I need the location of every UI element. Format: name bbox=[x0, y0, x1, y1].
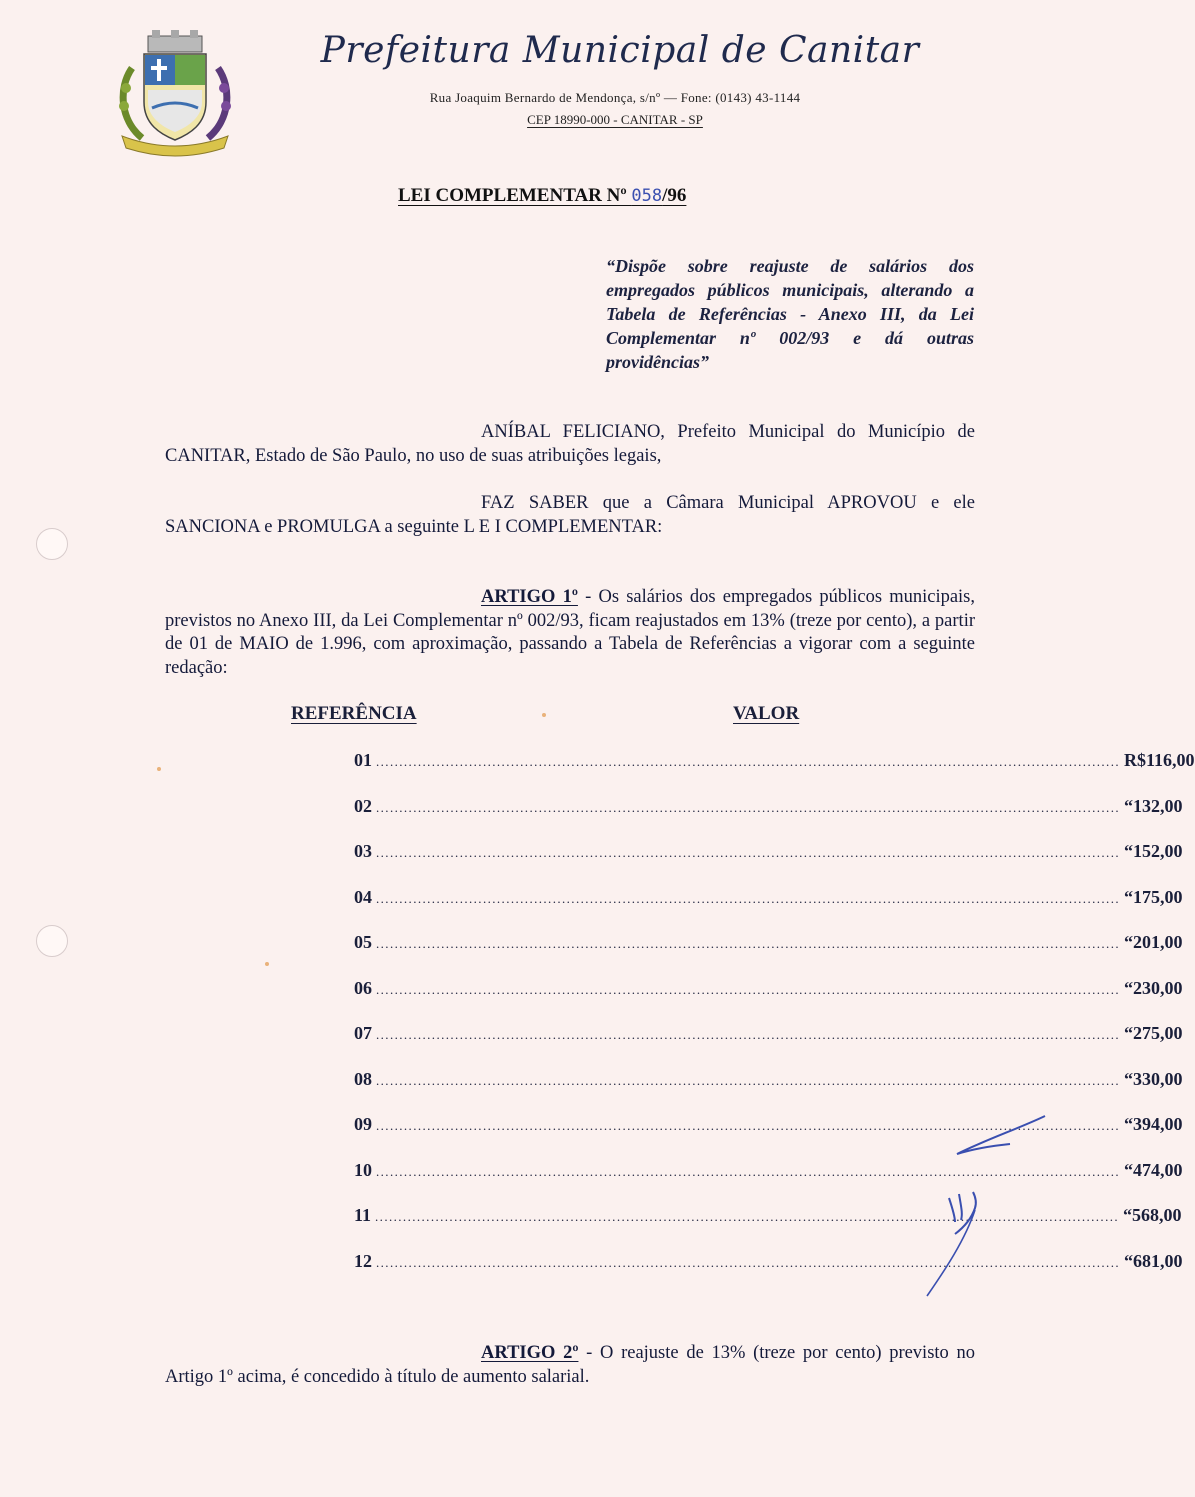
table-row bbox=[354, 1068, 1183, 1093]
reference-code: 08 bbox=[354, 1068, 372, 1089]
paper-speck bbox=[157, 767, 161, 771]
article-1-label: ARTIGO 1º bbox=[481, 587, 578, 607]
currency-mark: “ bbox=[1124, 1250, 1133, 1271]
binder-hole bbox=[36, 528, 68, 560]
dot-leader: ................................................................................................................................................................ bbox=[376, 799, 1120, 815]
paper-speck bbox=[265, 962, 269, 966]
organization-address: Rua Joaquim Bernardo de Mendonça, s/nº — Fone: (0143) 43-1144 bbox=[429, 90, 801, 105]
dot-leader: ................................................................................................................................................................ bbox=[376, 890, 1120, 906]
municipal-coat-of-arms-icon bbox=[112, 28, 238, 156]
currency-mark: “ bbox=[1124, 932, 1133, 952]
dot-leader: ................................................................................................................................................................ bbox=[376, 1163, 1120, 1179]
article-2 bbox=[165, 1342, 975, 1389]
law-title-suffix: /96 bbox=[662, 185, 687, 206]
law-title-prefix: LEI COMPLEMENTAR Nº bbox=[398, 185, 632, 206]
table-row bbox=[354, 932, 1183, 956]
dot-leader: ................................................................................................................................................................ bbox=[376, 981, 1120, 997]
intro-paragraph-2 bbox=[165, 492, 975, 539]
table-row bbox=[354, 1114, 1183, 1138]
table-row bbox=[354, 1250, 1183, 1275]
salary-value: 330,00 bbox=[1133, 1068, 1183, 1089]
reference-code: 01 bbox=[354, 750, 372, 770]
currency-mark: “ bbox=[1124, 1023, 1133, 1043]
dot-leader: ................................................................................................................................................................ bbox=[376, 1072, 1120, 1088]
currency-mark: “ bbox=[1124, 841, 1133, 861]
reference-code: 10 bbox=[354, 1159, 372, 1180]
salary-value: 275,00 bbox=[1133, 1023, 1183, 1043]
article-2-label: ARTIGO 2º bbox=[481, 1343, 579, 1363]
dot-leader: ................................................................................................................................................................ bbox=[375, 1209, 1120, 1224]
reference-code: 05 bbox=[354, 932, 372, 952]
salary-value: 116,00 bbox=[1146, 750, 1195, 770]
table-row bbox=[354, 1023, 1183, 1047]
salary-value: 152,00 bbox=[1133, 841, 1183, 861]
salary-value: 474,00 bbox=[1133, 1159, 1183, 1180]
table-row bbox=[354, 750, 1195, 774]
currency-mark: “ bbox=[1124, 886, 1133, 907]
reference-code: 04 bbox=[354, 886, 372, 907]
organization-cep-text: CEP 18990-000 - CANITAR - SP bbox=[527, 112, 703, 127]
salary-value: 568,00 bbox=[1132, 1205, 1182, 1225]
table-row bbox=[354, 977, 1183, 1002]
intro-paragraph-1-text: ANÍBAL FELICIANO, Prefeito Municipal do Município de CANITAR, Estado de São Paulo, no uso de suas atribuições legais, bbox=[165, 422, 975, 466]
reference-code: 09 bbox=[354, 1114, 372, 1134]
article-2-text: - O reajuste de 13% (treze por cento) previsto no Artigo 1º acima, é concedido à título de aumento salarial. bbox=[165, 1343, 975, 1387]
currency-mark: “ bbox=[1124, 1068, 1133, 1089]
law-title bbox=[398, 185, 686, 207]
reference-code: 07 bbox=[354, 1023, 372, 1043]
dot-leader: ................................................................................................................................................................ bbox=[376, 1254, 1120, 1270]
currency-mark: “ bbox=[1124, 795, 1133, 816]
reference-code: 02 bbox=[354, 795, 372, 816]
dot-leader: ................................................................................................................................................................ bbox=[376, 754, 1120, 769]
dot-leader: ................................................................................................................................................................ bbox=[376, 936, 1120, 951]
table-header-reference: REFERÊNCIA bbox=[291, 703, 417, 724]
currency-mark: R$ bbox=[1124, 750, 1146, 770]
law-number: 058 bbox=[631, 186, 663, 206]
dot-leader: ................................................................................................................................................................ bbox=[376, 1027, 1120, 1042]
organization-cep bbox=[320, 112, 910, 128]
salary-value: 394,00 bbox=[1133, 1114, 1183, 1134]
table-row bbox=[354, 1205, 1182, 1229]
law-summary: “Dispõe sobre reajuste de salários dos empregados públicos municipais, alterando a Tabela de Referências - Anexo III, da Lei Complementar nº 002/93 e dá outras providências” bbox=[606, 256, 974, 372]
dot-leader: ................................................................................................................................................................ bbox=[376, 1118, 1120, 1133]
intro-paragraph-1 bbox=[165, 421, 975, 468]
table-row bbox=[354, 841, 1183, 865]
dot-leader: ................................................................................................................................................................ bbox=[376, 845, 1120, 860]
salary-value: 681,00 bbox=[1133, 1250, 1183, 1271]
currency-mark: “ bbox=[1124, 1159, 1133, 1180]
handwritten-initials-icon bbox=[915, 1110, 1055, 1300]
table-row bbox=[354, 1159, 1183, 1184]
table-row bbox=[354, 886, 1183, 911]
salary-value: 230,00 bbox=[1133, 977, 1183, 998]
currency-mark: “ bbox=[1124, 977, 1133, 998]
salary-value: 175,00 bbox=[1133, 886, 1183, 907]
salary-value: 132,00 bbox=[1133, 795, 1183, 816]
intro-paragraph-2-text: FAZ SABER que a Câmara Municipal APROVOU e ele SANCIONA e PROMULGA a seguinte L E I COMPLEMENTAR: bbox=[165, 493, 975, 537]
reference-code: 11 bbox=[354, 1205, 372, 1225]
reference-code: 12 bbox=[354, 1250, 372, 1271]
article-1-text: - Os salários dos empregados públicos municipais, previstos no Anexo III, da Lei Complementar nº 002/93, ficam reajustados em 13% (treze por cento), a partir de 01 de MAIO de 1.996, com aproximação, passando a Tabela de Referências a vigorar com a seguinte redação: bbox=[165, 587, 976, 678]
article-1 bbox=[165, 586, 975, 680]
table-row bbox=[354, 795, 1183, 820]
organization-title: Prefeitura Municipal de Canitar bbox=[320, 30, 920, 71]
paper-speck bbox=[542, 713, 546, 717]
currency-mark: “ bbox=[1124, 1114, 1133, 1134]
currency-mark: “ bbox=[1123, 1205, 1133, 1225]
reference-code: 03 bbox=[354, 841, 372, 861]
salary-value: 201,00 bbox=[1133, 932, 1183, 952]
reference-code: 06 bbox=[354, 977, 372, 998]
binder-hole bbox=[36, 925, 68, 957]
table-header-value: VALOR bbox=[733, 703, 800, 724]
